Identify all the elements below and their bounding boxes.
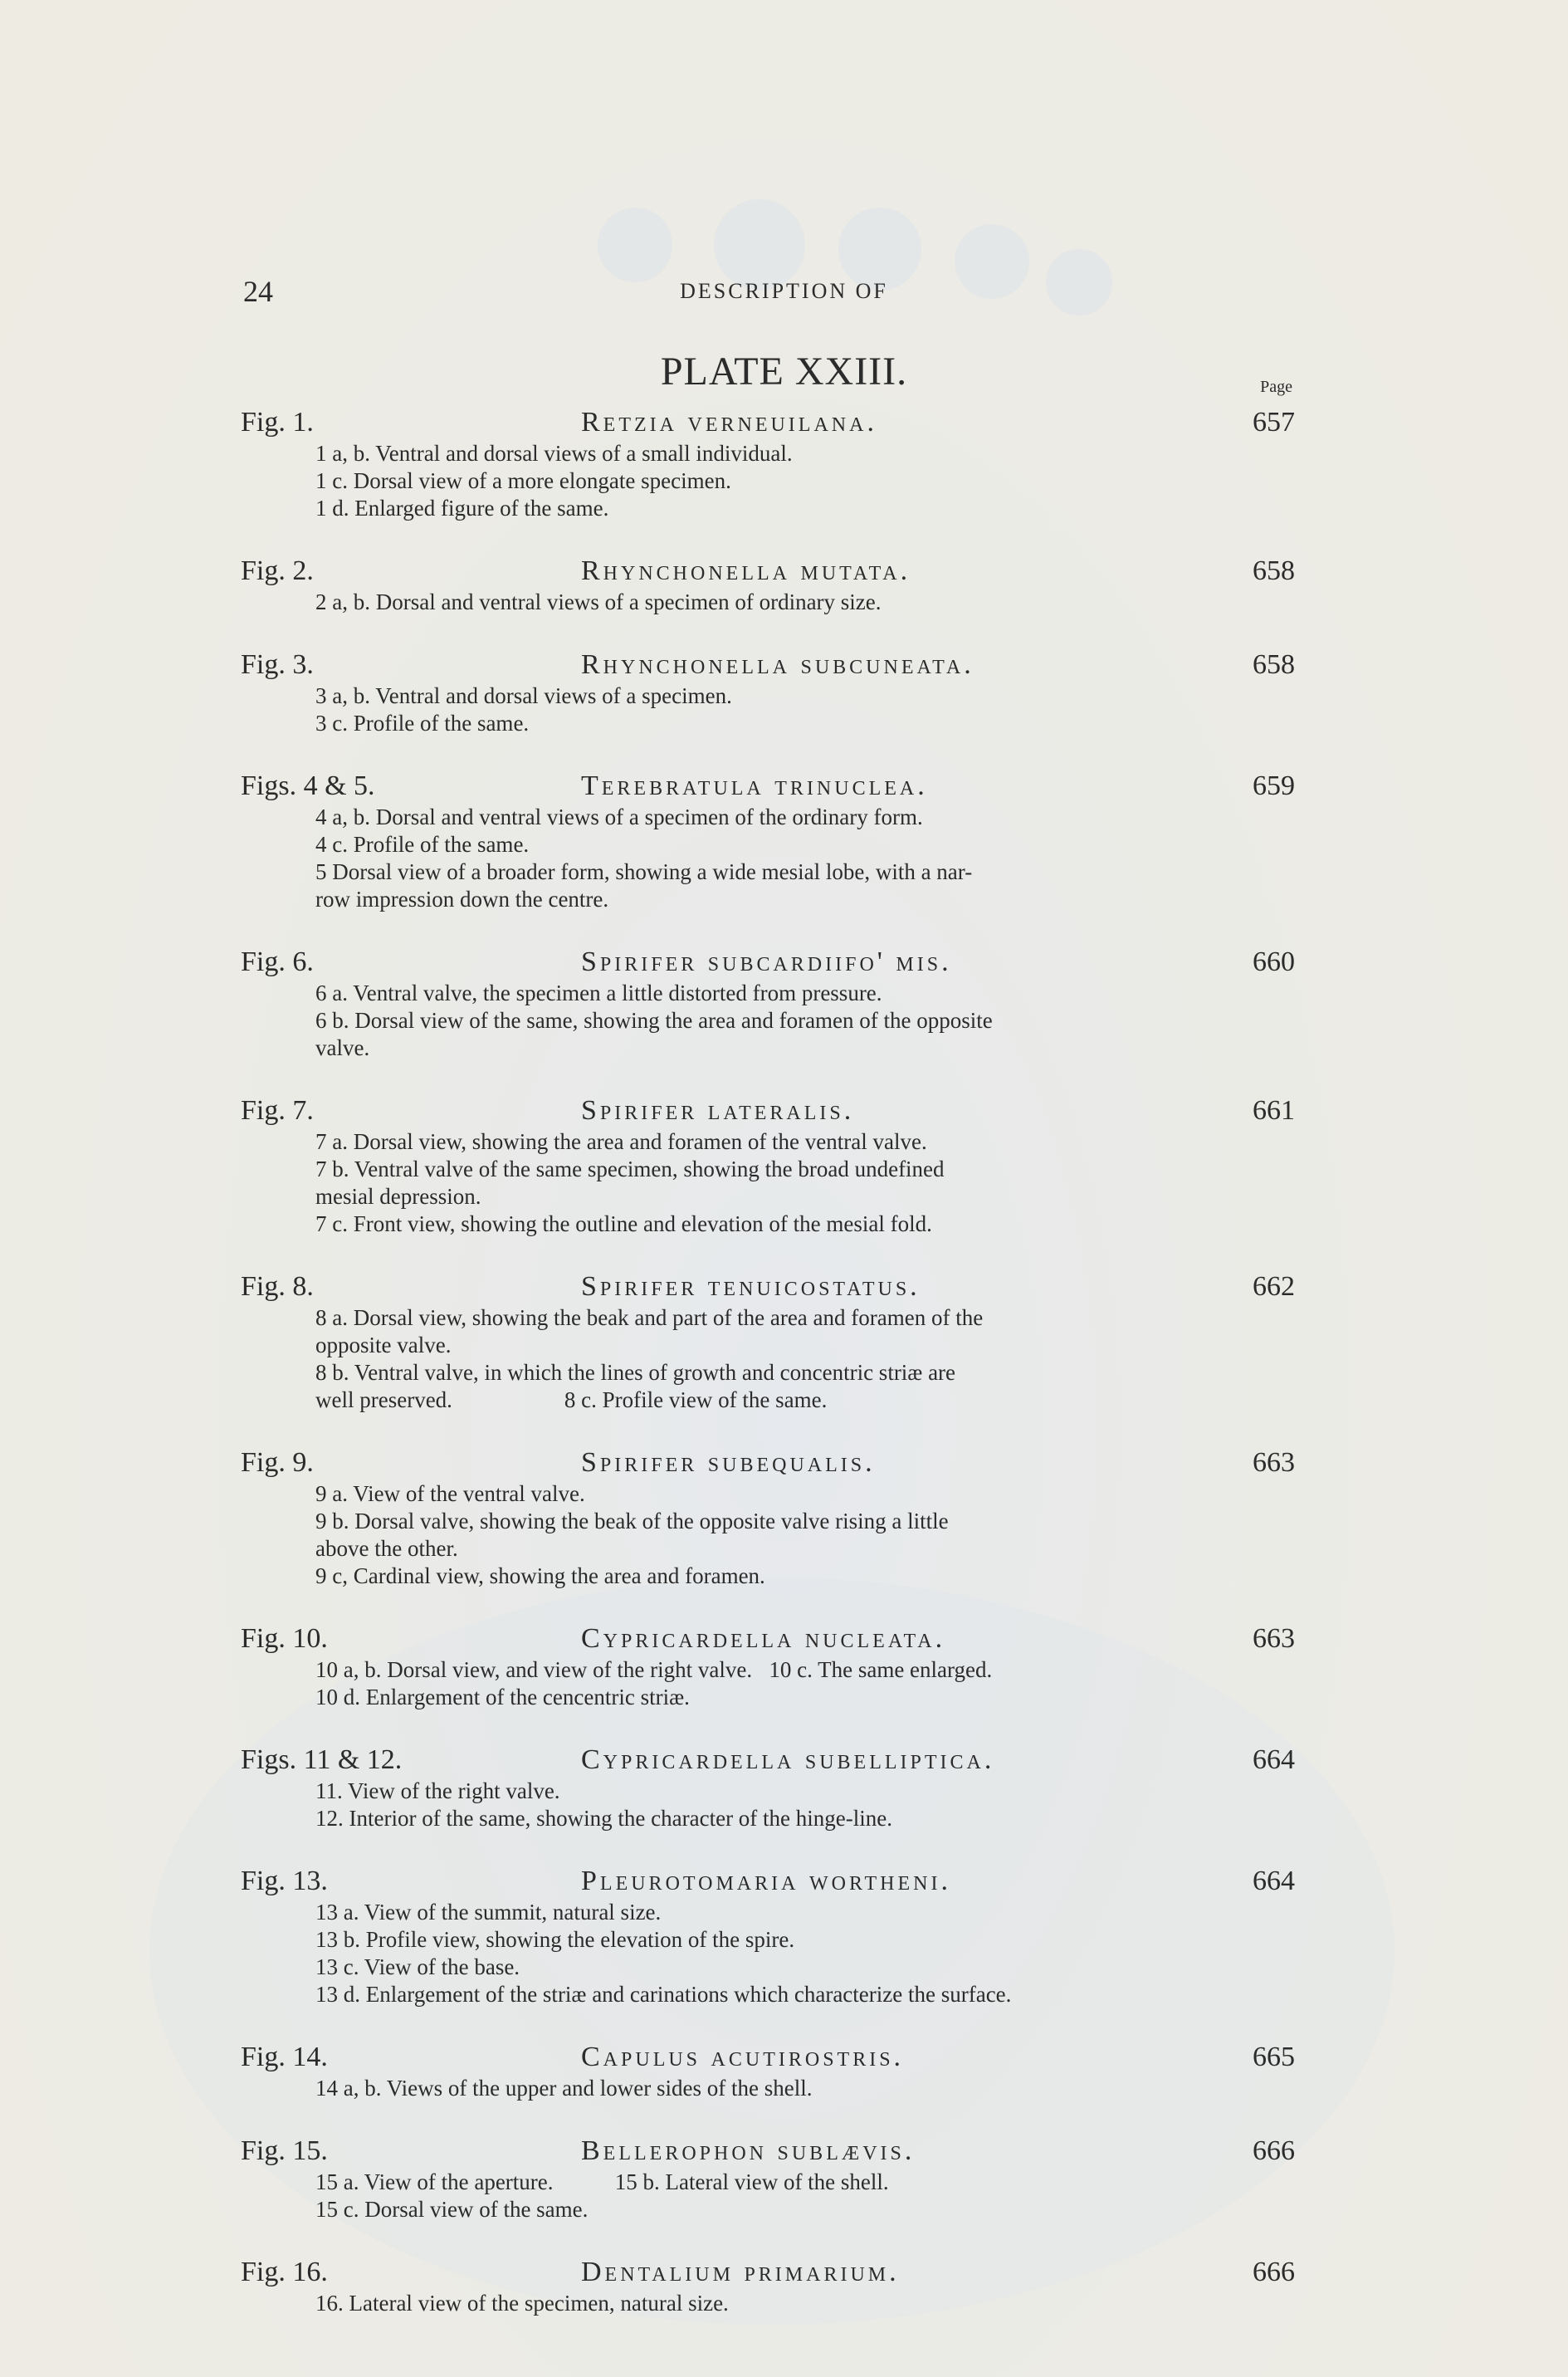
figure-entry bbox=[241, 945, 1295, 1062]
description-line: valve. bbox=[315, 1035, 370, 1060]
figure-entry bbox=[241, 2040, 1295, 2102]
description-line: 7 c. Front view, showing the outline and elevation of the mesial fold. bbox=[315, 1211, 932, 1236]
page-reference: 663 bbox=[1253, 1447, 1295, 1478]
figure-entry bbox=[241, 1621, 1295, 1711]
figure-label: Fig. 13. bbox=[241, 1866, 328, 1896]
page-reference: 658 bbox=[1253, 555, 1295, 586]
figure-entry-heading bbox=[241, 554, 1295, 589]
page-reference: 660 bbox=[1253, 946, 1295, 977]
figure-entry-heading bbox=[241, 2040, 1295, 2075]
species-name: Bellerophon sublævis. bbox=[581, 2135, 916, 2166]
species-name: Dentalium primarium. bbox=[581, 2257, 900, 2287]
figure-entry-heading bbox=[241, 1864, 1295, 1899]
description-line: 12. Interior of the same, showing the character of the hinge-line. bbox=[315, 1806, 892, 1831]
figure-entry-heading bbox=[241, 405, 1295, 440]
description-line: 3 c. Profile of the same. bbox=[315, 711, 530, 736]
description-line: 4 a, b. Dorsal and ventral views of a specimen of the ordinary form. bbox=[315, 805, 923, 829]
description-line: 1 c. Dorsal view of a more elongate specimen. bbox=[315, 468, 731, 493]
figure-entry bbox=[241, 554, 1295, 616]
species-name: Capulus acutirostris. bbox=[581, 2042, 905, 2072]
figure-descriptions bbox=[315, 1778, 1295, 1832]
description-line: 7 a. Dorsal view, showing the area and foramen of the ventral valve. bbox=[315, 1129, 927, 1154]
description-line: 10 a, b. Dorsal view, and view of the right valve. 10 c. The same enlarged. bbox=[315, 1657, 993, 1682]
figure-entry bbox=[241, 1864, 1295, 2008]
figure-entry-heading bbox=[241, 1621, 1295, 1656]
species-name: Cypricardella subelliptica. bbox=[581, 1744, 995, 1775]
species-name: Spirifer subequalis. bbox=[581, 1447, 876, 1478]
description-line: 15 a. View of the aperture. 15 b. Lateral view of the shell. bbox=[315, 2169, 889, 2194]
page-header bbox=[0, 274, 1568, 315]
figure-descriptions bbox=[315, 1656, 1295, 1711]
description-line: mesial depression. bbox=[315, 1184, 481, 1209]
description-line: 1 a, b. Ventral and dorsal views of a small individual. bbox=[315, 441, 793, 466]
page-reference: 662 bbox=[1253, 1271, 1295, 1302]
page-reference: 666 bbox=[1253, 2257, 1295, 2287]
species-name: Cypricardella nucleata. bbox=[581, 1623, 946, 1654]
species-name: Rhynchonella subcuneata. bbox=[581, 649, 975, 680]
description-line: above the other. bbox=[315, 1536, 458, 1561]
page-reference: 664 bbox=[1253, 1744, 1295, 1775]
species-name: Pleurotomaria wortheni. bbox=[581, 1866, 951, 1896]
page-reference: 665 bbox=[1253, 2042, 1295, 2072]
description-line: 13 d. Enlargement of the striæ and carinations which characterize the surface. bbox=[315, 1982, 1012, 2007]
figure-entry bbox=[241, 2134, 1295, 2223]
figure-entry bbox=[241, 1093, 1295, 1238]
figure-label: Fig. 14. bbox=[241, 2042, 328, 2072]
page-column-label: Page bbox=[1260, 378, 1292, 396]
figure-descriptions bbox=[315, 1480, 1295, 1590]
figure-descriptions bbox=[315, 2075, 1295, 2102]
figure-entry bbox=[241, 1445, 1295, 1590]
figure-descriptions bbox=[315, 804, 1295, 913]
figure-entry bbox=[241, 769, 1295, 913]
figure-label: Fig. 6. bbox=[241, 946, 314, 977]
description-line: 9 a. View of the ventral valve. bbox=[315, 1481, 585, 1506]
figure-entry bbox=[241, 1743, 1295, 1832]
figure-label: Fig. 10. bbox=[241, 1623, 328, 1654]
description-line: 8 b. Ventral valve, in which the lines of growth and concentric striæ are bbox=[315, 1360, 956, 1385]
page-reference: 666 bbox=[1253, 2135, 1295, 2166]
description-line: 13 b. Profile view, showing the elevation of the spire. bbox=[315, 1927, 795, 1952]
figure-descriptions bbox=[315, 2169, 1295, 2223]
figure-entry-heading bbox=[241, 648, 1295, 682]
species-name: Retzia verneuilana. bbox=[581, 407, 877, 438]
figure-entry bbox=[241, 648, 1295, 737]
description-line: 7 b. Ventral valve of the same specimen, showing the broad undefined bbox=[315, 1157, 945, 1181]
figure-entry-heading bbox=[241, 769, 1295, 804]
page-reference: 663 bbox=[1253, 1623, 1295, 1654]
figure-label: Fig. 16. bbox=[241, 2257, 328, 2287]
figure-entries bbox=[241, 405, 1295, 2349]
figure-entry bbox=[241, 405, 1295, 522]
bleed-through-shape bbox=[598, 208, 672, 282]
description-line: 5 Dorsal view of a broader form, showing a wide mesial lobe, with a nar- bbox=[315, 859, 973, 884]
figure-entry-heading bbox=[241, 1269, 1295, 1304]
figure-label: Fig. 7. bbox=[241, 1095, 314, 1126]
description-line: 15 c. Dorsal view of the same. bbox=[315, 2197, 589, 2222]
description-line: 2 a, b. Dorsal and ventral views of a specimen of ordinary size. bbox=[315, 589, 882, 614]
figure-descriptions bbox=[315, 440, 1295, 522]
running-head: DESCRIPTION OF bbox=[680, 279, 888, 303]
figure-entry-heading bbox=[241, 2134, 1295, 2169]
figure-label: Fig. 1. bbox=[241, 407, 314, 438]
figure-label: Figs. 11 & 12. bbox=[241, 1744, 403, 1775]
figure-descriptions bbox=[315, 1899, 1295, 2008]
figure-descriptions bbox=[315, 1128, 1295, 1238]
figure-label: Fig. 8. bbox=[241, 1271, 314, 1302]
figure-entry-heading bbox=[241, 1445, 1295, 1480]
plate-title: PLATE XXIII. bbox=[660, 350, 908, 394]
description-line: 13 c. View of the base. bbox=[315, 1954, 520, 1979]
species-name: Spirifer subcardiifo' mis. bbox=[581, 946, 952, 977]
figure-label: Fig. 15. bbox=[241, 2135, 328, 2166]
description-line: 1 d. Enlarged figure of the same. bbox=[315, 496, 609, 521]
description-line: row impression down the centre. bbox=[315, 887, 609, 912]
page-reference: 659 bbox=[1253, 770, 1295, 801]
figure-label: Fig. 3. bbox=[241, 649, 314, 680]
page-reference: 661 bbox=[1253, 1095, 1295, 1126]
description-line: 14 a, b. Views of the upper and lower sides of the shell. bbox=[315, 2076, 813, 2101]
figure-label: Fig. 2. bbox=[241, 555, 314, 586]
figure-entry-heading bbox=[241, 1743, 1295, 1778]
description-line: 6 a. Ventral valve, the specimen a little distorted from pressure. bbox=[315, 981, 882, 1005]
page-number: 24 bbox=[243, 275, 273, 308]
figure-label: Fig. 9. bbox=[241, 1447, 314, 1478]
figure-descriptions bbox=[315, 589, 1295, 616]
species-name: Spirifer tenuicostatus. bbox=[581, 1271, 921, 1302]
figure-entry-heading bbox=[241, 945, 1295, 980]
figure-entry bbox=[241, 2255, 1295, 2317]
species-name: Rhynchonella mutata. bbox=[581, 555, 911, 586]
figure-label: Figs. 4 & 5. bbox=[241, 770, 375, 801]
description-line: 3 a, b. Ventral and dorsal views of a specimen. bbox=[315, 683, 732, 708]
description-line: 11. View of the right valve. bbox=[315, 1778, 560, 1803]
description-line: opposite valve. bbox=[315, 1333, 452, 1357]
description-line: 16. Lateral view of the specimen, natural size. bbox=[315, 2291, 729, 2316]
figure-descriptions bbox=[315, 682, 1295, 737]
figure-descriptions bbox=[315, 2290, 1295, 2317]
description-line: 6 b. Dorsal view of the same, showing the area and foramen of the opposite bbox=[315, 1008, 993, 1033]
figure-descriptions bbox=[315, 1304, 1295, 1414]
page-reference: 657 bbox=[1253, 407, 1295, 438]
description-line: 4 c. Profile of the same. bbox=[315, 832, 530, 857]
figure-descriptions bbox=[315, 980, 1295, 1062]
description-line: 10 d. Enlargement of the cencentric striæ. bbox=[315, 1685, 690, 1709]
species-name: Terebratula trinuclea. bbox=[581, 770, 928, 801]
species-name: Spirifer lateralis. bbox=[581, 1095, 855, 1126]
page-reference: 658 bbox=[1253, 649, 1295, 680]
description-line: 9 c, Cardinal view, showing the area and foramen. bbox=[315, 1563, 765, 1588]
description-line: well preserved. 8 c. Profile view of the same. bbox=[315, 1387, 828, 1412]
description-line: 9 b. Dorsal valve, showing the beak of the opposite valve rising a little bbox=[315, 1509, 949, 1533]
description-line: 13 a. View of the summit, natural size. bbox=[315, 1900, 662, 1925]
figure-entry-heading bbox=[241, 2255, 1295, 2290]
description-line: 8 a. Dorsal view, showing the beak and part of the area and foramen of the bbox=[315, 1305, 984, 1330]
figure-entry-heading bbox=[241, 1093, 1295, 1128]
page-reference: 664 bbox=[1253, 1866, 1295, 1896]
figure-entry bbox=[241, 1269, 1295, 1414]
